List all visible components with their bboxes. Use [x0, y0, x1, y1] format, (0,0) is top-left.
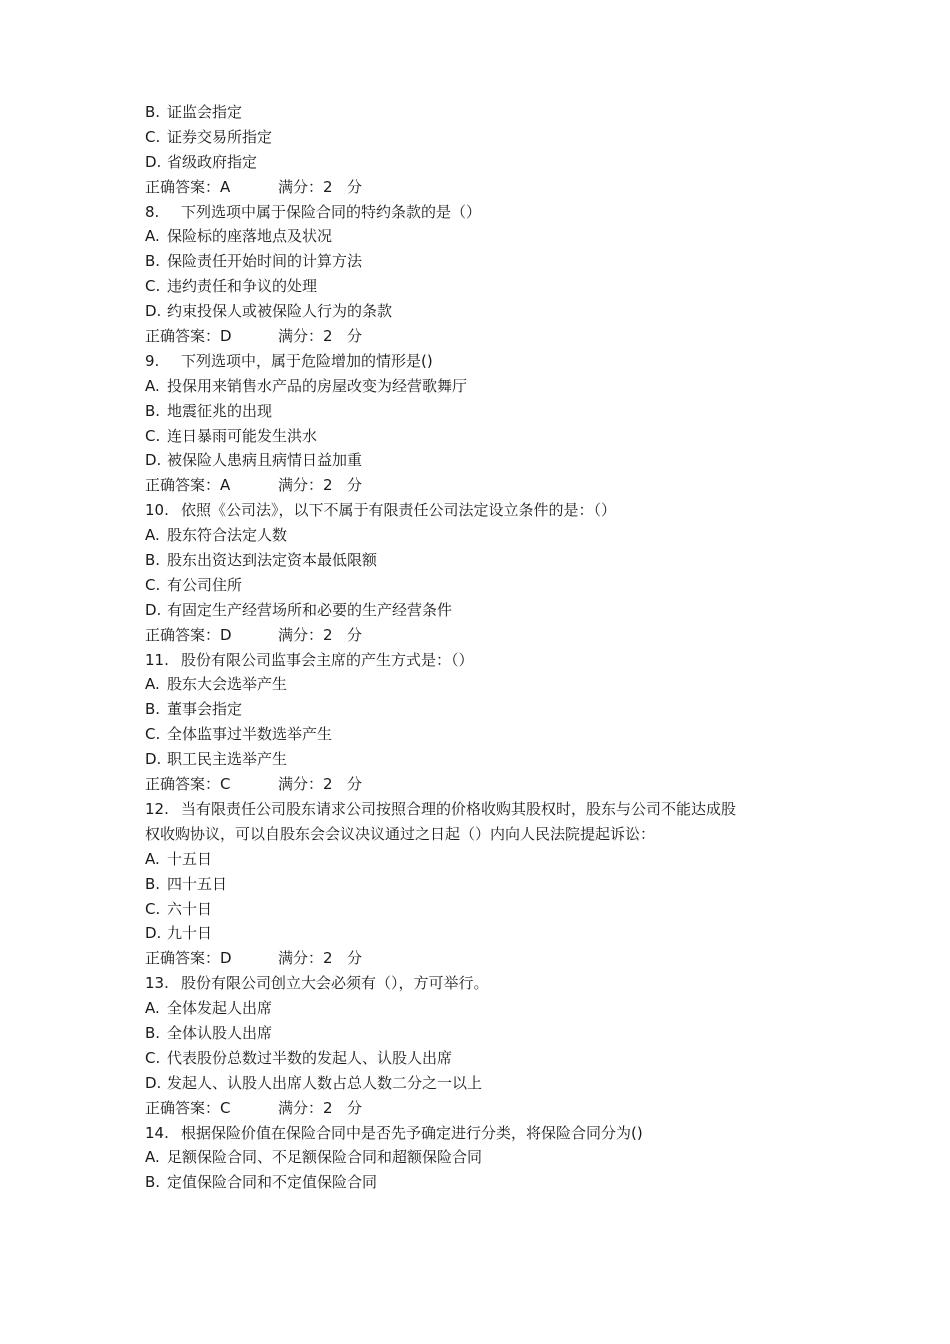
- question-line: [145, 349, 825, 374]
- option-text: 四十五日: [167, 874, 228, 893]
- answer-label: 正确答案：: [145, 1098, 221, 1117]
- option-letter: A.: [145, 999, 160, 1018]
- question-number: 12.: [145, 799, 169, 818]
- option-text: 省级政府指定: [167, 152, 258, 171]
- option-line: [145, 523, 825, 548]
- option-line: [145, 598, 825, 623]
- answer-value: D: [220, 949, 232, 968]
- option-line: [145, 548, 825, 573]
- question-line: [145, 971, 825, 996]
- option-line: [145, 399, 825, 424]
- option-letter: C.: [145, 127, 161, 146]
- answer-label: 正确答案：: [145, 625, 221, 644]
- option-letter: A.: [145, 526, 160, 545]
- option-line: [145, 448, 825, 473]
- question-text: 下列选项中属于保险合同的特约条款的是（）: [181, 202, 482, 221]
- score-value: 2: [323, 177, 333, 196]
- option-text: 连日暴雨可能发生洪水: [167, 426, 318, 445]
- option-text: 违约责任和争议的处理: [167, 277, 318, 296]
- option-text: 代表股份总数过半数的发起人、认股人出席: [167, 1048, 453, 1067]
- option-letter: C.: [145, 426, 161, 445]
- question-text: 股份有限公司创立大会必须有（），方可举行。: [181, 974, 489, 993]
- answer-label: 正确答案：: [145, 177, 221, 196]
- option-letter: A.: [145, 849, 160, 868]
- score-value: 2: [323, 625, 333, 644]
- option-text: 证券交易所指定: [167, 127, 273, 146]
- option-line: [145, 747, 825, 772]
- answer-value: D: [220, 625, 232, 644]
- option-line: [145, 125, 825, 150]
- answer-value: C: [220, 1098, 231, 1117]
- option-line: [145, 573, 825, 598]
- option-letter: B.: [145, 874, 161, 893]
- score-value: 2: [323, 476, 333, 495]
- option-letter: D.: [145, 924, 162, 943]
- option-letter: B.: [145, 1023, 161, 1042]
- score-unit: 分: [347, 476, 363, 495]
- option-letter: D.: [145, 152, 162, 171]
- option-letter: C.: [145, 277, 161, 296]
- question-text: 下列选项中，属于危险增加的情形是(): [181, 351, 433, 370]
- option-letter: C.: [145, 899, 161, 918]
- answer-line: [145, 1096, 825, 1121]
- answer-value: A: [220, 476, 231, 495]
- option-text: 六十日: [167, 899, 213, 918]
- option-letter: B.: [145, 700, 161, 719]
- score-value: 2: [323, 775, 333, 794]
- option-letter: D.: [145, 451, 162, 470]
- option-letter: C.: [145, 725, 161, 744]
- question-text: 依照《公司法》，以下不属于有限责任公司法定设立条件的是：（）: [181, 501, 617, 520]
- option-text: 足额保险合同、不足额保险合同和超额保险合同: [167, 1148, 483, 1167]
- question-number: 8.: [145, 202, 160, 221]
- answer-line: [145, 946, 825, 971]
- option-text: 九十日: [167, 924, 213, 943]
- option-text: 保险责任开始时间的计算方法: [167, 252, 363, 271]
- option-text: 全体认股人出席: [167, 1023, 273, 1042]
- document-body: [145, 100, 825, 1195]
- answer-line: [145, 175, 825, 200]
- question-number: 10.: [145, 501, 169, 520]
- question-text-continued: 权收购协议，可以自股东会会议决议通过之日起（）内向人民法院提起诉讼：: [145, 824, 656, 843]
- option-line: [145, 722, 825, 747]
- option-text: 定值保险合同和不定值保险合同: [167, 1173, 378, 1192]
- answer-value: A: [220, 177, 231, 196]
- option-text: 股东出资达到法定资本最低限额: [167, 551, 378, 570]
- option-line: [145, 996, 825, 1021]
- question-number: 13.: [145, 974, 169, 993]
- answer-line: [145, 623, 825, 648]
- score-value: 2: [323, 949, 333, 968]
- option-letter: B.: [145, 1173, 161, 1192]
- option-line: [145, 697, 825, 722]
- option-text: 全体发起人出席: [167, 999, 273, 1018]
- option-text: 地震征兆的出现: [167, 401, 273, 420]
- option-letter: B.: [145, 103, 161, 121]
- question-continuation: [145, 822, 825, 847]
- option-letter: D.: [145, 750, 162, 769]
- score-unit: 分: [347, 949, 363, 968]
- answer-label: 正确答案：: [145, 476, 221, 495]
- option-letter: A.: [145, 376, 160, 395]
- option-line: [145, 424, 825, 449]
- answer-label: 正确答案：: [145, 775, 221, 794]
- option-text: 全体监事过半数选举产生: [167, 725, 333, 744]
- question-number: 9.: [145, 351, 160, 370]
- question-line: [145, 1121, 825, 1146]
- option-text: 股东符合法定人数: [167, 526, 288, 545]
- option-line: [145, 150, 825, 175]
- option-letter: D.: [145, 600, 162, 619]
- option-line: [145, 1145, 825, 1170]
- option-letter: C.: [145, 1048, 161, 1067]
- score-unit: 分: [347, 1098, 363, 1117]
- question-line: [145, 648, 825, 673]
- question-text: 当有限责任公司股东请求公司按照合理的价格收购其股权时，股东与公司不能达成股: [181, 799, 737, 818]
- option-line: [145, 847, 825, 872]
- answer-value: D: [220, 327, 232, 346]
- answer-label: 正确答案：: [145, 949, 221, 968]
- option-line: [145, 299, 825, 324]
- score-unit: 分: [347, 625, 363, 644]
- option-line: [145, 921, 825, 946]
- question-line: [145, 200, 825, 225]
- option-text: 有公司住所: [167, 575, 243, 594]
- question-text: 根据保险价值在保险合同中是否先予确定进行分类，将保险合同分为(): [181, 1123, 643, 1142]
- score-label: 满分：: [278, 1098, 324, 1117]
- option-letter: B.: [145, 401, 161, 420]
- question-text: 股份有限公司监事会主席的产生方式是：（）: [181, 650, 474, 669]
- option-line: [145, 897, 825, 922]
- option-letter: D.: [145, 302, 162, 321]
- question-line: [145, 797, 825, 822]
- option-text: 职工民主选举产生: [167, 750, 288, 769]
- option-letter: B.: [145, 252, 161, 271]
- score-label: 满分：: [278, 476, 324, 495]
- score-unit: 分: [347, 327, 363, 346]
- answer-line: [145, 473, 825, 498]
- score-unit: 分: [347, 775, 363, 794]
- option-text: 董事会指定: [167, 700, 243, 719]
- option-line: [145, 1071, 825, 1096]
- option-text: 约束投保人或被保险人行为的条款: [167, 302, 393, 321]
- score-label: 满分：: [278, 177, 324, 196]
- option-line: [145, 1046, 825, 1071]
- question-number: 11.: [145, 650, 169, 669]
- option-text: 被保险人患病且病情日益加重: [167, 451, 363, 470]
- option-line: [145, 374, 825, 399]
- option-line: [145, 100, 825, 125]
- option-line: [145, 1170, 825, 1195]
- option-text: 股东大会选举产生: [167, 675, 288, 694]
- score-label: 满分：: [278, 327, 324, 346]
- option-line: [145, 672, 825, 697]
- question-number: 14.: [145, 1123, 169, 1142]
- option-line: [145, 249, 825, 274]
- answer-label: 正确答案：: [145, 327, 221, 346]
- option-text: 有固定生产经营场所和必要的生产经营条件: [167, 600, 453, 619]
- question-line: [145, 498, 825, 523]
- option-letter: A.: [145, 675, 160, 694]
- option-text: 证监会指定: [167, 103, 243, 121]
- score-label: 满分：: [278, 775, 324, 794]
- option-letter: A.: [145, 227, 160, 246]
- option-line: [145, 1021, 825, 1046]
- answer-line: [145, 324, 825, 349]
- answer-line: [145, 772, 825, 797]
- score-value: 2: [323, 1098, 333, 1117]
- option-letter: B.: [145, 551, 161, 570]
- answer-value: C: [220, 775, 231, 794]
- score-unit: 分: [347, 177, 363, 196]
- option-text: 投保用来销售水产品的房屋改变为经营歌舞厅: [167, 376, 468, 395]
- option-text: 发起人、认股人出席人数占总人数二分之一以上: [167, 1073, 483, 1092]
- score-label: 满分：: [278, 949, 324, 968]
- option-letter: D.: [145, 1073, 162, 1092]
- option-text: 保险标的座落地点及状况: [167, 227, 333, 246]
- option-line: [145, 274, 825, 299]
- score-label: 满分：: [278, 625, 324, 644]
- option-letter: C.: [145, 575, 161, 594]
- option-text: 十五日: [167, 849, 213, 868]
- option-line: [145, 872, 825, 897]
- option-line: [145, 224, 825, 249]
- score-value: 2: [323, 327, 333, 346]
- option-letter: A.: [145, 1148, 160, 1167]
